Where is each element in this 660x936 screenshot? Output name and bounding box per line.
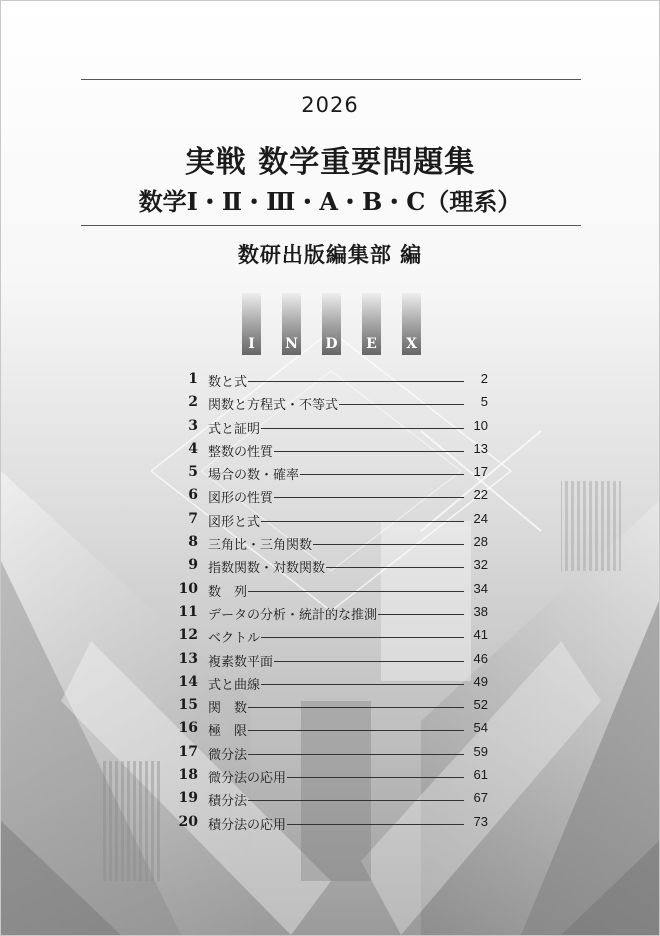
toc-entry-title: 数 列 [208, 584, 248, 600]
toc-leader-line [261, 428, 464, 429]
toc-entry-number: 17 [178, 743, 198, 760]
index-letter: E [366, 336, 377, 352]
toc-entry-body [208, 511, 464, 530]
toc-entry-title: 微分法の応用 [208, 771, 287, 787]
index-letter: X [406, 336, 417, 352]
toc-entry-page: 41 [473, 627, 488, 643]
toc-entry-page: 52 [473, 697, 488, 713]
toc-entry-page: 49 [473, 673, 488, 689]
toc-entry-page: 24 [473, 510, 488, 526]
toc-entry-number: 15 [178, 697, 198, 714]
toc-entry [166, 647, 496, 670]
toc-entry [166, 507, 496, 530]
index-letter: N [285, 336, 298, 352]
toc-entry-number: 3 [188, 417, 198, 434]
toc-entry-number: 12 [178, 627, 198, 644]
toc-entry-body [208, 697, 464, 716]
toc-entry-page: 10 [473, 417, 488, 433]
toc-entry [166, 530, 496, 553]
toc-entry [166, 390, 496, 413]
toc-entry [166, 577, 496, 600]
toc-entry [166, 600, 496, 623]
toc-leader-line [274, 451, 464, 452]
toc-entry-body [208, 557, 464, 576]
toc-leader-line [378, 614, 464, 615]
toc-entry-page: 22 [473, 487, 488, 503]
toc-entry-number: 18 [178, 767, 198, 784]
edition-year: 2026 [301, 93, 359, 117]
toc-entry-page: 61 [473, 767, 488, 783]
toc-leader-line [287, 777, 464, 778]
toc-entry-number: 1 [188, 371, 198, 387]
toc-entry [166, 483, 496, 506]
toc-entry-body [208, 604, 464, 623]
toc-entry-page: 59 [473, 743, 488, 759]
index-letter-tile [242, 293, 261, 355]
toc-entry-title: 微分法 [208, 747, 248, 763]
toc-entry-page: 73 [473, 813, 488, 829]
index-letter: I [248, 336, 255, 352]
toc-entry [166, 810, 496, 833]
toc-entry-page: 34 [473, 580, 488, 596]
toc-entry [166, 740, 496, 763]
toc-entry-number: 9 [188, 557, 198, 574]
toc-entry-number: 20 [178, 813, 198, 830]
toc-entry-title: 指数関数・対数関数 [208, 561, 326, 577]
toc-entry-page: 13 [473, 440, 488, 456]
toc-entry-title: 三角比・三角関数 [208, 538, 313, 554]
toc-entry-body [208, 744, 464, 763]
toc-entry-page: 38 [473, 603, 488, 619]
toc-entry [166, 553, 496, 576]
toc-leader-line [261, 684, 464, 685]
toc-entry-body [208, 814, 464, 833]
toc-entry [166, 460, 496, 483]
toc-entry-title: 積分法 [208, 794, 248, 810]
middle-rule [81, 225, 581, 226]
toc-entry-number: 19 [178, 790, 198, 807]
toc-entry-body [208, 394, 464, 413]
toc-entry-number: 13 [178, 650, 198, 667]
toc-leader-line [248, 707, 464, 708]
toc-leader-line [248, 381, 464, 382]
toc-entry-number: 5 [188, 464, 198, 481]
toc-entry-title: データの分析・統計的な推測 [208, 607, 378, 623]
toc-entry-body [208, 441, 464, 460]
top-rule [81, 79, 581, 80]
toc-entry-title: 式と証明 [208, 421, 261, 437]
toc-leader-line [287, 824, 464, 825]
toc-entry-number: 8 [188, 534, 198, 551]
toc-entry-title: 関数と方程式・不等式 [208, 398, 339, 414]
toc-entry-title: 図形と式 [208, 514, 261, 530]
toc-entry-body [208, 651, 464, 670]
toc-leader-line [248, 591, 464, 592]
toc-entry-body [208, 418, 464, 437]
toc-entry-body [208, 487, 464, 506]
toc-entry-title: ベクトル [208, 631, 261, 647]
toc-entry [166, 763, 496, 786]
toc-leader-line [248, 730, 464, 731]
toc-entry-body [208, 790, 464, 809]
toc-entry [166, 693, 496, 716]
toc-entry-number: 6 [188, 487, 198, 504]
toc-entry-number: 14 [178, 673, 198, 690]
toc-entry-body [208, 534, 464, 553]
toc-entry-number: 16 [178, 720, 198, 737]
toc-entry-title: 整数の性質 [208, 444, 274, 460]
toc-leader-line [313, 544, 464, 545]
toc-entry-body [208, 371, 464, 390]
toc-entry-page: 5 [480, 394, 488, 410]
toc-entry-body [208, 464, 464, 483]
toc-leader-line [300, 474, 464, 475]
toc-leader-line [326, 567, 464, 568]
toc-entry-number: 11 [178, 603, 198, 620]
toc-entry-page: 67 [473, 790, 488, 806]
toc-entry-body [208, 674, 464, 693]
toc-entry [166, 414, 496, 437]
toc-entry [166, 786, 496, 809]
toc-leader-line [339, 404, 464, 405]
index-letter: D [325, 336, 338, 352]
toc-leader-line [261, 637, 464, 638]
toc-leader-line [248, 754, 464, 755]
table-of-contents [166, 367, 496, 833]
index-banner [242, 293, 422, 355]
toc-entry [166, 437, 496, 460]
toc-entry-number: 4 [188, 440, 198, 457]
toc-leader-line [261, 521, 464, 522]
toc-entry-title: 関 数 [208, 701, 248, 717]
editor-credit: 数研出版編集部 編 [237, 243, 423, 267]
index-letter-tile [322, 293, 341, 355]
toc-entry-page: 17 [473, 464, 488, 480]
toc-entry-number: 2 [188, 394, 198, 411]
toc-entry-title: 数と式 [208, 375, 248, 390]
toc-entry [166, 670, 496, 693]
toc-entry [166, 367, 496, 390]
toc-entry-body [208, 720, 464, 739]
toc-entry-body [208, 627, 464, 646]
toc-entry-title: 場合の数・確率 [208, 468, 300, 484]
toc-entry-number: 10 [178, 580, 198, 597]
toc-entry-number: 7 [188, 510, 198, 527]
book-subtitle: 数学Ⅰ・Ⅱ・Ⅲ・A・B・C（理系） [138, 187, 522, 216]
index-letter-tile [362, 293, 381, 355]
toc-entry-title: 複素数平面 [208, 654, 274, 670]
toc-entry-body [208, 767, 464, 786]
toc-entry-title: 積分法の応用 [208, 817, 287, 833]
toc-entry-title: 図形の性質 [208, 491, 274, 507]
toc-entry-body [208, 581, 464, 600]
toc-leader-line [274, 497, 464, 498]
book-title: 実戦 数学重要問題集 [184, 145, 476, 180]
toc-leader-line [274, 661, 464, 662]
toc-entry-page: 32 [473, 557, 488, 573]
toc-entry-page: 46 [473, 650, 488, 666]
toc-entry [166, 716, 496, 739]
toc-entry-page: 2 [480, 371, 488, 386]
index-letter-tile [282, 293, 301, 355]
toc-leader-line [248, 800, 464, 801]
toc-entry-title: 式と曲線 [208, 677, 261, 693]
index-letter-tile [402, 293, 421, 355]
toc-entry-title: 極 限 [208, 724, 248, 740]
toc-entry [166, 623, 496, 646]
toc-entry-page: 54 [473, 720, 488, 736]
toc-entry-page: 28 [473, 534, 488, 550]
